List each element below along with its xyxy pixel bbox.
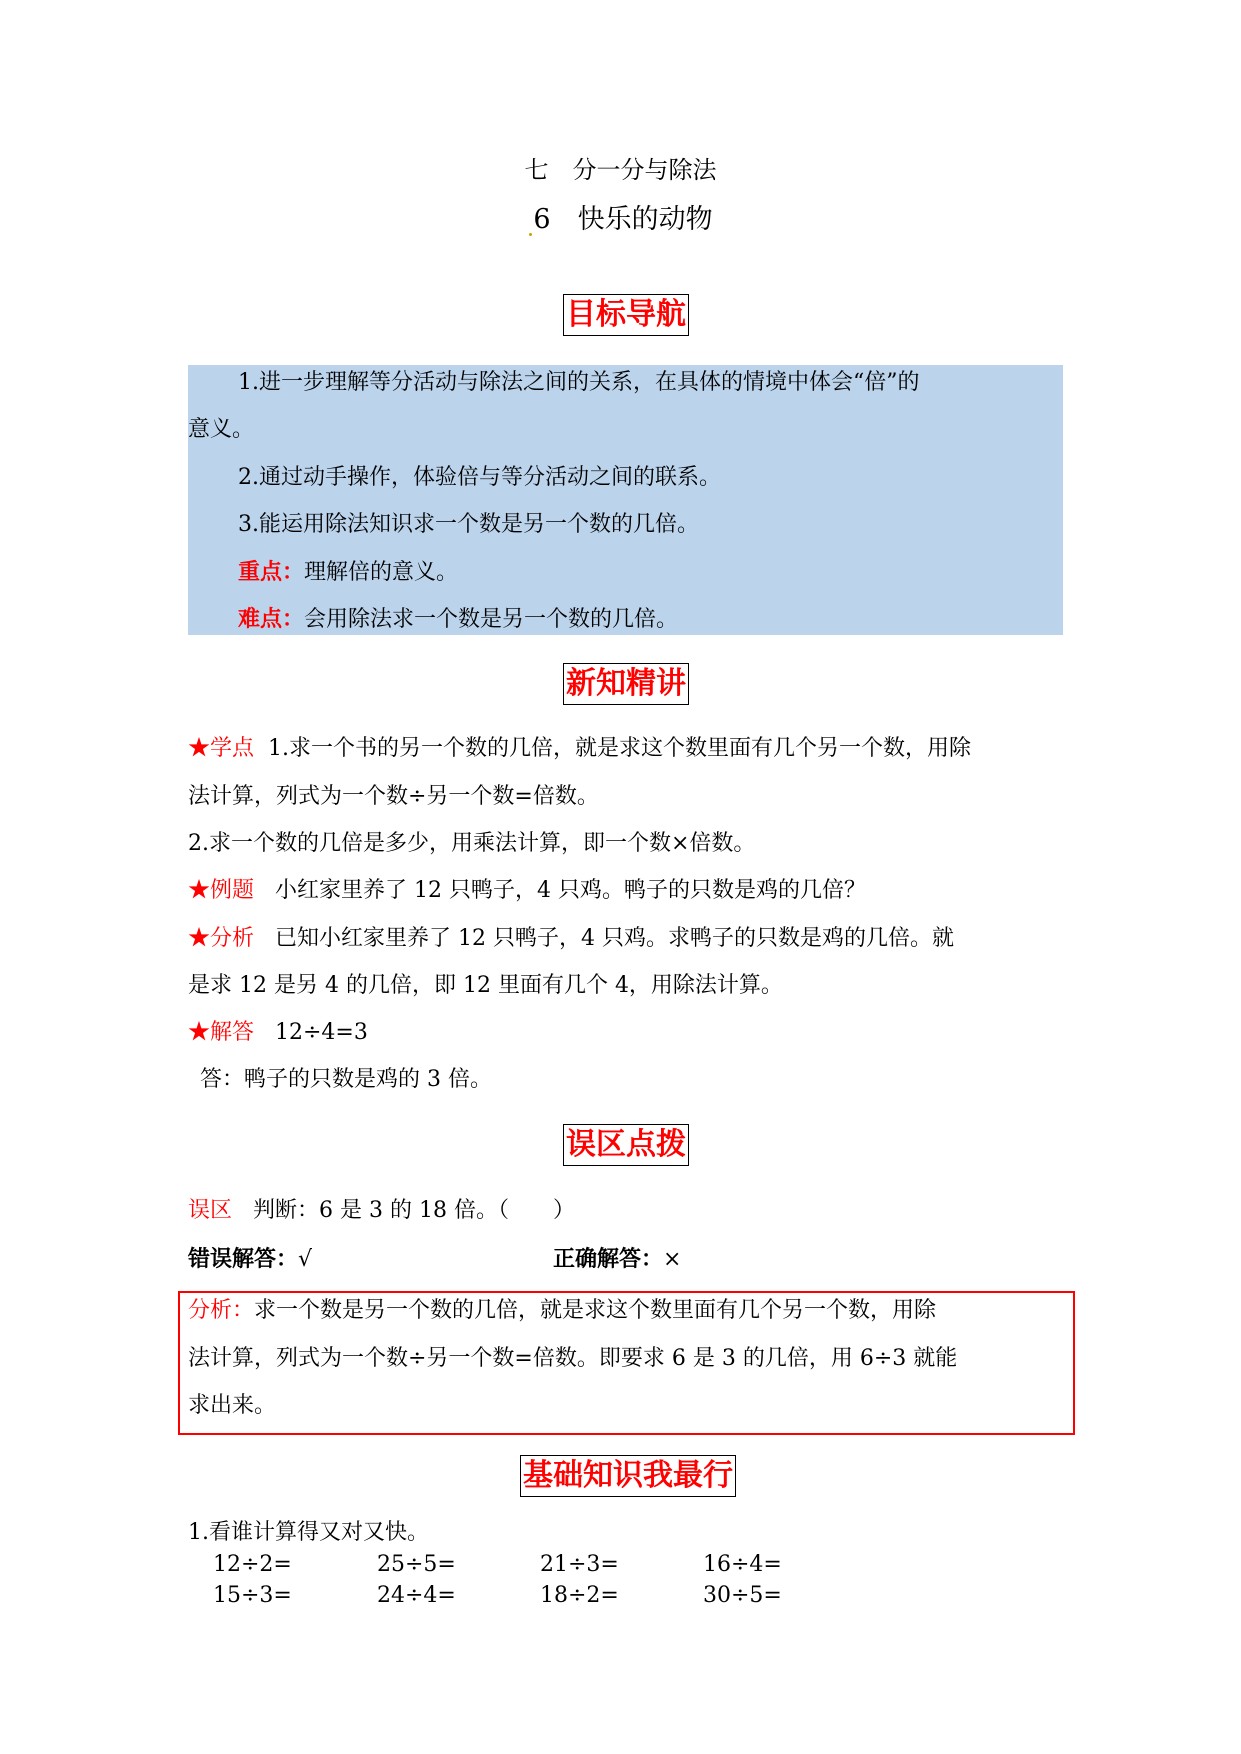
exercise-item: 12÷2= — [213, 1552, 292, 1577]
section-heading-new-knowledge: 新知精讲 — [563, 663, 689, 705]
mistake-analysis-line-1 — [188, 1296, 936, 1326]
section-heading-mistakes: 误区点拨 — [563, 1124, 689, 1166]
example-label: ★例题 — [188, 878, 255, 903]
example-text: 小红家里养了 12 只鸭子，4 只鸡。鸭子的只数是鸡的几倍？ — [275, 878, 866, 903]
wrong-answer-line — [188, 1244, 312, 1275]
mistake-label: 误区 — [188, 1198, 233, 1223]
lesson-title — [0, 197, 1241, 236]
point-1-text: 1.求一个书的另一个数的几倍，就是求这个数里面有几个另一个数，用除 — [268, 736, 972, 761]
analysis-label: ★分析 — [188, 926, 255, 951]
answer-expression: 12÷4=3 — [275, 1020, 368, 1045]
mark-dot — [529, 233, 532, 236]
answer-line — [188, 1018, 368, 1048]
goal-key-point — [238, 557, 458, 588]
exercise-item: 18÷2= — [540, 1583, 619, 1608]
difficult-point-text: 会用除法求一个数是另一个数的几倍。 — [304, 607, 679, 632]
key-point-label: 重点： — [238, 559, 305, 585]
chapter-title: 七 分一分与除法 — [524, 156, 717, 184]
exercise-item: 15÷3= — [213, 1583, 292, 1608]
section-heading-goals: 目标导航 — [563, 294, 689, 336]
wrong-answer-value: √ — [298, 1247, 313, 1272]
mistake-question: 判断：6 是 3 的 18 倍。（ ） — [253, 1198, 575, 1223]
exercise-item: 30÷5= — [703, 1583, 782, 1608]
mistake-question-line — [188, 1196, 575, 1226]
mistake-analysis-line-2: 法计算，列式为一个数÷另一个数=倍数。即要求 6 是 3 的几倍，用 6÷3 就能 — [188, 1346, 958, 1371]
goal-item-2: 2.通过动手操作，体验倍与等分活动之间的联系。 — [238, 465, 721, 490]
analysis-line — [188, 924, 954, 954]
key-point-text: 理解倍的意义。 — [304, 560, 459, 585]
point-label: ★学点 — [188, 736, 255, 761]
wrong-answer-label: 错误解答： — [188, 1246, 299, 1272]
exercise-item: 24÷4= — [377, 1583, 456, 1608]
knowledge-point-1-cont: 法计算，列式为一个数÷另一个数=倍数。 — [188, 784, 599, 809]
exercise-item: 21÷3= — [540, 1552, 619, 1577]
knowledge-point-1 — [188, 734, 971, 764]
right-answer-label: 正确解答： — [553, 1246, 664, 1272]
right-answer-value: × — [663, 1247, 682, 1272]
example-line — [188, 876, 866, 906]
exercise-item: 16÷4= — [703, 1552, 782, 1577]
mistake-analysis-line-3: 求出来。 — [188, 1393, 277, 1418]
mistake-analysis-text: 求一个数是另一个数的几倍，就是求这个数里面有几个另一个数，用除 — [254, 1298, 937, 1323]
goals-box — [188, 365, 1063, 635]
goal-item-3: 3.能运用除法知识求一个数是另一个数的几倍。 — [238, 512, 699, 537]
right-answer-line — [553, 1244, 681, 1275]
goal-difficult-point — [238, 604, 678, 635]
goal-item-1: 1.进一步理解等分活动与除法之间的关系，在具体的情境中体会“倍”的 — [238, 370, 920, 395]
answer-label: ★解答 — [188, 1020, 255, 1045]
goal-item-1-cont: 意义。 — [188, 417, 255, 442]
difficult-point-label: 难点： — [238, 606, 305, 632]
knowledge-point-2: 2.求一个数的几倍是多少，用乘法计算，即一个数×倍数。 — [188, 831, 756, 856]
lesson-number: 6 — [533, 204, 551, 235]
analysis-line-cont: 是求 12 是另 4 的几倍，即 12 里面有几个 4，用除法计算。 — [188, 973, 783, 998]
exercise-item: 25÷5= — [377, 1552, 456, 1577]
section-heading-basics: 基础知识我最行 — [520, 1455, 736, 1497]
exercise-1-prompt: 1.看谁计算得又对又快。 — [188, 1520, 429, 1545]
analysis-text: 已知小红家里养了 12 只鸭子，4 只鸡。求鸭子的只数是鸡的几倍。就 — [275, 926, 954, 951]
answer-sentence: 答：鸭子的只数是鸡的 3 倍。 — [200, 1067, 492, 1092]
mistake-analysis-label: 分析： — [188, 1298, 255, 1323]
lesson-name: 快乐的动物 — [577, 204, 713, 235]
